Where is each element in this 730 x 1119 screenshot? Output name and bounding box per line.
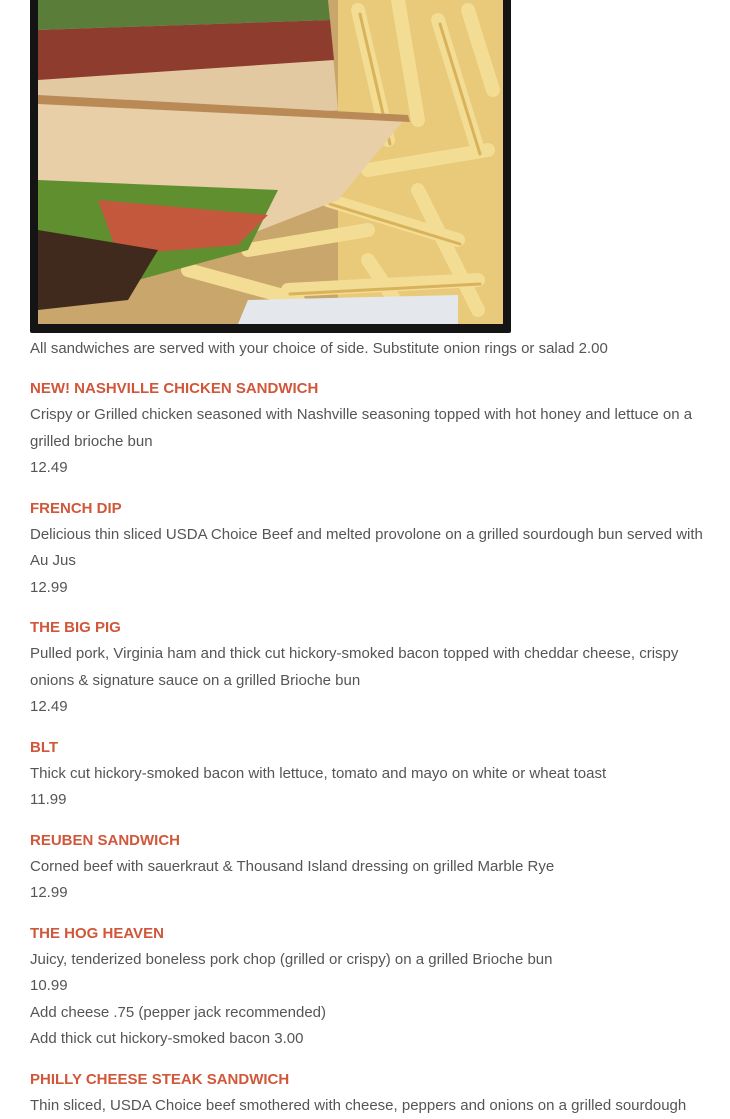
menu-item-addon: Add cheese .75 (pepper jack recommended): [30, 1000, 705, 1027]
menu-item-hog-heaven: [30, 921, 705, 1053]
menu-item-title: PHILLY CHEESE STEAK SANDWICH: [30, 1067, 705, 1093]
menu-item-price: 10.99: [30, 973, 705, 1000]
menu-item-description: Corned beef with sauerkraut & Thousand Island dressing on grilled Marble Rye: [30, 854, 705, 881]
menu-item-title: FRENCH DIP: [30, 496, 705, 522]
menu-item-description: Crispy or Grilled chicken seasoned with Nashville seasoning topped with hot honey and lettuce on a grilled brioche bun: [30, 402, 705, 455]
menu-item-title: THE BIG PIG: [30, 615, 705, 641]
menu-item-price: 12.99: [30, 575, 705, 602]
menu-item-nashville-chicken: [30, 376, 705, 482]
menu-item-addon: Add thick cut hickory-smoked bacon 3.00: [30, 1026, 705, 1053]
menu-item-reuben: [30, 828, 705, 907]
sandwich-with-fries-photo-icon: [38, 0, 503, 324]
menu-item-price: 11.99: [30, 787, 705, 814]
menu-page: [30, 0, 705, 1119]
menu-item-big-pig: [30, 615, 705, 721]
menu-item-description: Thick cut hickory-smoked bacon with lettuce, tomato and mayo on white or wheat toast: [30, 761, 705, 788]
menu-item-title: REUBEN SANDWICH: [30, 828, 705, 854]
menu-item-description: Pulled pork, Virginia ham and thick cut hickory-smoked bacon topped with cheddar cheese, crispy onions & signature sauce on a grilled Brioche bun: [30, 641, 705, 694]
menu-item-price: 12.49: [30, 455, 705, 482]
menu-item-description: Juicy, tenderized boneless pork chop (grilled or crispy) on a grilled Brioche bun: [30, 947, 705, 974]
menu-item-description: Thin sliced, USDA Choice beef smothered with cheese, peppers and onions on a grilled sourdough: [30, 1093, 705, 1119]
menu-item-blt: [30, 735, 705, 814]
menu-item-philly-cheese-steak: [30, 1067, 705, 1119]
menu-item-price: 12.99: [30, 880, 705, 907]
menu-item-description: Delicious thin sliced USDA Choice Beef and melted provolone on a grilled sourdough bun served with Au Jus: [30, 522, 705, 575]
sides-note: All sandwiches are served with your choice of side. Substitute onion rings or salad 2.00: [30, 336, 705, 362]
menu-item-title: BLT: [30, 735, 705, 761]
menu-item-french-dip: [30, 496, 705, 602]
menu-item-price: 12.49: [30, 694, 705, 721]
menu-item-title: NEW! NASHVILLE CHICKEN SANDWICH: [30, 376, 705, 402]
menu-item-title: THE HOG HEAVEN: [30, 921, 705, 947]
sandwich-photo: [30, 0, 511, 333]
